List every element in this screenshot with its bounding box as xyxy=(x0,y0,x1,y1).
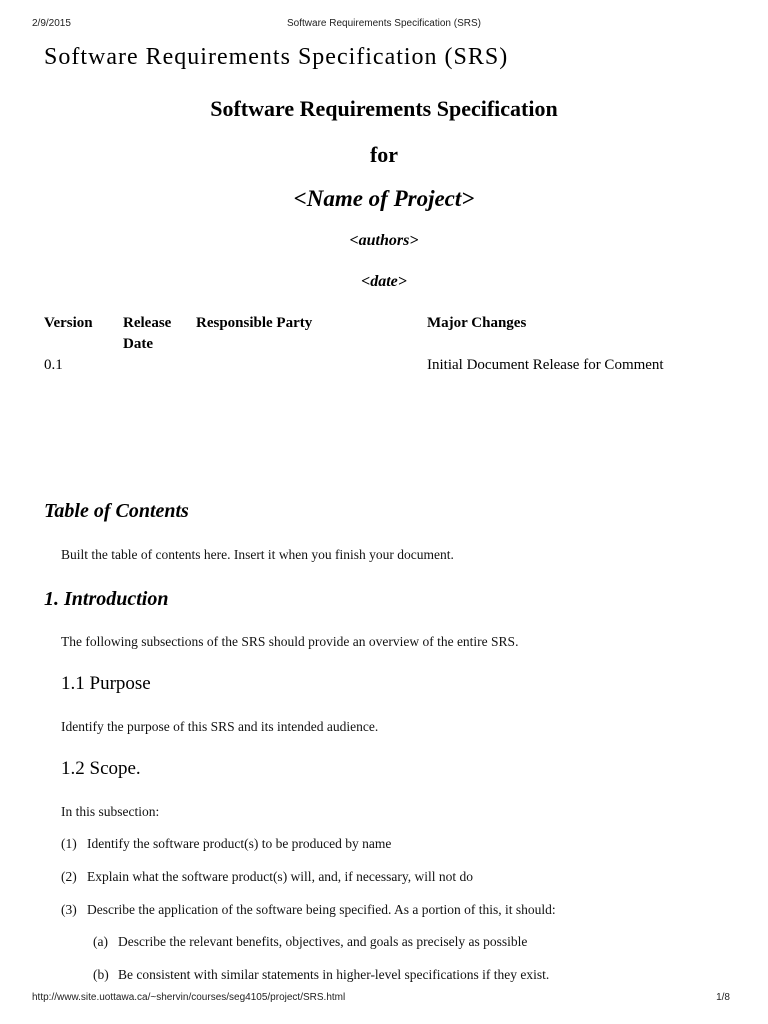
list-item-text: Explain what the software product(s) will, and, if necessary, will not do xyxy=(87,869,474,884)
purpose-heading: 1.1 Purpose xyxy=(61,673,151,694)
list-item-number: (2) xyxy=(61,869,77,884)
list-item-text: Identify the software product(s) to be produced by name xyxy=(87,836,392,851)
cover-title: Software Requirements Specification xyxy=(210,96,558,121)
sub-list-item-number: (a) xyxy=(93,934,108,949)
list-item xyxy=(61,869,473,885)
cover-date: <date> xyxy=(361,273,407,290)
introduction-text: The following subsections of the SRS should provide an overview of the entire SRS. xyxy=(61,634,519,649)
page-number: 1/8 xyxy=(716,992,730,1003)
scope-intro: In this subsection: xyxy=(61,804,160,819)
scope-heading: 1.2 Scope. xyxy=(61,758,141,779)
table-header-release-date: Release Date xyxy=(123,315,172,352)
table-header-responsible-party: Responsible Party xyxy=(196,315,313,331)
cover-project-name: <Name of Project> xyxy=(293,186,475,211)
print-title: Software Requirements Specification (SRS) xyxy=(287,18,481,29)
sub-list-item xyxy=(93,967,549,983)
cover-authors: <authors> xyxy=(349,232,419,249)
toc-heading: Table of Contents xyxy=(44,500,189,522)
print-url: http://www.site.uottawa.ca/~shervin/courses/seg4105/project/SRS.html xyxy=(32,992,346,1003)
print-header xyxy=(32,18,736,32)
purpose-text: Identify the purpose of this SRS and its intended audience. xyxy=(61,719,379,734)
cover-for: for xyxy=(369,142,399,167)
print-footer xyxy=(32,992,736,1006)
sub-list-item xyxy=(93,934,527,950)
table-header-major-changes: Major Changes xyxy=(427,315,527,331)
table-header-version: Version xyxy=(44,315,93,331)
list-item-number: (1) xyxy=(61,836,77,851)
toc-text: Built the table of contents here. Insert it when you finish your document. xyxy=(61,547,454,562)
list-item-number: (3) xyxy=(61,902,77,917)
sub-list-item-text: Describe the relevant benefits, objectives, and goals as precisely as possible xyxy=(118,934,528,949)
introduction-heading: 1. Introduction xyxy=(44,588,169,610)
table-cell-version: 0.1 xyxy=(44,357,63,373)
table-cell-major-changes: Initial Document Release for Comment xyxy=(427,357,664,373)
page-title: Software Requirements Specification (SRS) xyxy=(44,44,509,70)
sub-list-item-text: Be consistent with similar statements in higher-level specifications if they exist. xyxy=(118,967,550,982)
sub-list-item-number: (b) xyxy=(93,967,109,982)
list-item xyxy=(61,836,391,852)
list-item xyxy=(61,902,556,918)
list-item-text: Describe the application of the software being specified. As a portion of this, it should: xyxy=(87,902,556,917)
print-date: 2/9/2015 xyxy=(32,18,71,29)
